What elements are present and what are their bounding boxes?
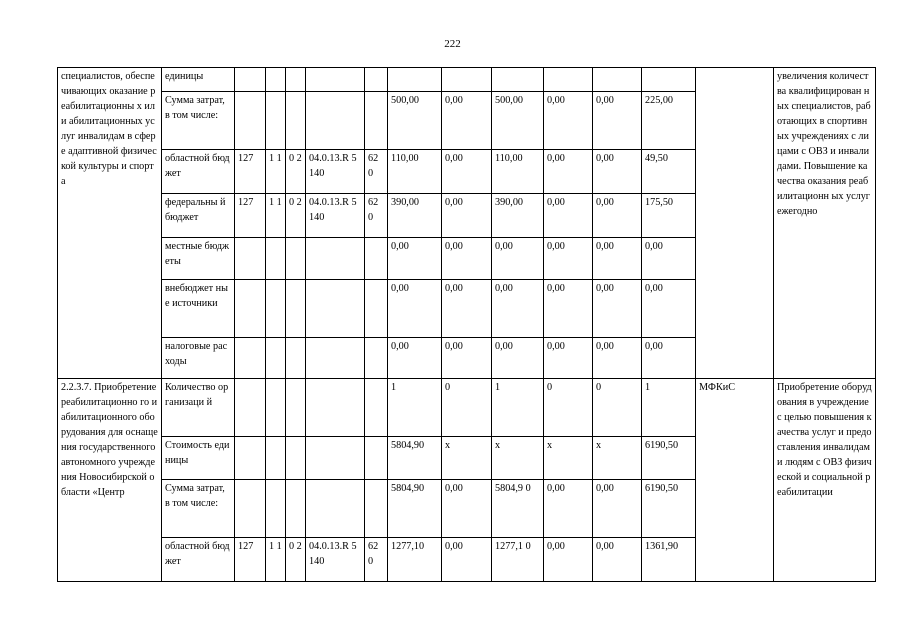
value-cell — [306, 480, 365, 538]
value-cell: 0,00 — [544, 480, 593, 538]
value-cell — [286, 379, 306, 437]
value-cell: 0,00 — [593, 194, 642, 238]
value-cell — [266, 379, 286, 437]
value-cell: 110,00 — [388, 150, 442, 194]
value-cell — [235, 379, 266, 437]
value-cell — [306, 437, 365, 480]
value-cell: 127 — [235, 538, 266, 582]
value-cell: 0,00 — [593, 280, 642, 338]
value-cell: 62 0 — [365, 194, 388, 238]
value-cell: 6190,50 — [642, 480, 696, 538]
value-cell: 1 1 — [266, 538, 286, 582]
value-cell — [642, 68, 696, 92]
value-cell — [492, 68, 544, 92]
value-cell: 0 — [442, 379, 492, 437]
value-cell: 0,00 — [544, 194, 593, 238]
indicator-name-cell: Стоимость единицы — [162, 437, 235, 480]
value-cell: 0,00 — [442, 280, 492, 338]
indicator-name-cell: Сумма затрат, в том числе: — [162, 92, 235, 150]
value-cell: 0 — [544, 379, 593, 437]
value-cell: 5804,90 — [388, 480, 442, 538]
value-cell: х — [442, 437, 492, 480]
value-cell — [286, 480, 306, 538]
value-cell: 0,00 — [442, 538, 492, 582]
value-cell: 0,00 — [544, 92, 593, 150]
value-cell — [442, 68, 492, 92]
value-cell: 5804,90 — [388, 437, 442, 480]
value-cell — [266, 338, 286, 379]
measure-description: 2.2.3.7. Приобретение реабилитационно го и абилитационного оборудования для оснащения государственного автономного учреждения Новосибирской области «Центр — [58, 379, 162, 582]
value-cell: 0,00 — [492, 338, 544, 379]
value-cell: 0,00 — [492, 280, 544, 338]
value-cell — [306, 68, 365, 92]
value-cell — [266, 437, 286, 480]
value-cell: 1 1 — [266, 194, 286, 238]
value-cell: 0,00 — [544, 538, 593, 582]
value-cell — [365, 480, 388, 538]
value-cell — [365, 68, 388, 92]
value-cell — [365, 338, 388, 379]
value-cell: 04.0.13.R 5140 — [306, 194, 365, 238]
value-cell: 127 — [235, 150, 266, 194]
value-cell: 0,00 — [593, 150, 642, 194]
value-cell: 0,00 — [642, 338, 696, 379]
value-cell: 390,00 — [492, 194, 544, 238]
value-cell: 04.0.13.R 5140 — [306, 150, 365, 194]
value-cell: х — [593, 437, 642, 480]
value-cell: 0 2 — [286, 194, 306, 238]
value-cell: 0 2 — [286, 538, 306, 582]
value-cell: 1361,90 — [642, 538, 696, 582]
indicator-name-cell: областной бюджет — [162, 538, 235, 582]
indicator-name-cell: внебюджет ные источники — [162, 280, 235, 338]
value-cell: 0,00 — [593, 338, 642, 379]
value-cell: 0,00 — [492, 238, 544, 280]
value-cell: 0,00 — [442, 92, 492, 150]
value-cell: 0,00 — [388, 280, 442, 338]
value-cell: 0 — [593, 379, 642, 437]
value-cell — [266, 92, 286, 150]
value-cell: 62 0 — [365, 150, 388, 194]
value-cell: 0,00 — [442, 150, 492, 194]
value-cell: 0,00 — [544, 150, 593, 194]
value-cell: 5804,9 0 — [492, 480, 544, 538]
value-cell — [306, 379, 365, 437]
indicator-name-cell: единицы — [162, 68, 235, 92]
table-body — [58, 68, 876, 582]
indicator-name-cell: местные бюджеты — [162, 238, 235, 280]
value-cell — [235, 338, 266, 379]
value-cell: 225,00 — [642, 92, 696, 150]
value-cell: 175,50 — [642, 194, 696, 238]
value-cell: х — [544, 437, 593, 480]
value-cell: 6190,50 — [642, 437, 696, 480]
value-cell: 1 1 — [266, 150, 286, 194]
value-cell: 1277,10 — [388, 538, 442, 582]
value-cell: 390,00 — [388, 194, 442, 238]
value-cell — [365, 238, 388, 280]
value-cell — [235, 280, 266, 338]
value-cell — [365, 280, 388, 338]
indicator-name-cell: Сумма затрат, в том числе: — [162, 480, 235, 538]
value-cell — [306, 92, 365, 150]
table-row — [58, 68, 876, 92]
page-number: 222 — [444, 38, 461, 50]
value-cell — [266, 68, 286, 92]
value-cell: 1277,1 0 — [492, 538, 544, 582]
value-cell — [286, 280, 306, 338]
value-cell — [365, 92, 388, 150]
value-cell: 500,00 — [388, 92, 442, 150]
value-cell — [235, 437, 266, 480]
value-cell: 0,00 — [388, 238, 442, 280]
measure-description: специалистов, обеспечивающих оказание реабилитационны х или абилитационных услуг инвалидам в сфере адаптивной физической культуры и спорта — [58, 68, 162, 379]
value-cell — [286, 437, 306, 480]
value-cell: 62 0 — [365, 538, 388, 582]
value-cell — [306, 238, 365, 280]
value-cell: 0,00 — [442, 480, 492, 538]
indicator-name-cell: Количество организаци й — [162, 379, 235, 437]
expected-result: Приобретение оборудования в учреждение с целью повышения качества услуг и предоставления инвалидам и людям с ОВЗ физической и социальной реабилитации — [774, 379, 876, 582]
value-cell: 49,50 — [642, 150, 696, 194]
value-cell: 0,00 — [544, 338, 593, 379]
value-cell: 0,00 — [442, 238, 492, 280]
indicator-name-cell: федеральны й бюджет — [162, 194, 235, 238]
value-cell — [365, 437, 388, 480]
value-cell — [286, 338, 306, 379]
indicator-name-cell: налоговые расходы — [162, 338, 235, 379]
value-cell: 1 — [642, 379, 696, 437]
executor-cell: МФКиС — [696, 379, 774, 582]
value-cell — [544, 68, 593, 92]
value-cell: 0,00 — [544, 238, 593, 280]
value-cell — [266, 280, 286, 338]
program-table — [57, 67, 876, 582]
value-cell — [306, 338, 365, 379]
value-cell: 1 — [492, 379, 544, 437]
value-cell: 0,00 — [442, 338, 492, 379]
value-cell: 0,00 — [544, 280, 593, 338]
value-cell — [388, 68, 442, 92]
value-cell: 0,00 — [593, 480, 642, 538]
value-cell: 500,00 — [492, 92, 544, 150]
value-cell: 04.0.13.R 5140 — [306, 538, 365, 582]
value-cell — [235, 68, 266, 92]
value-cell: 0,00 — [593, 92, 642, 150]
table-row — [58, 379, 876, 437]
value-cell: 0,00 — [593, 238, 642, 280]
value-cell — [266, 480, 286, 538]
value-cell: 0,00 — [642, 280, 696, 338]
value-cell — [235, 480, 266, 538]
value-cell — [593, 68, 642, 92]
value-cell — [235, 92, 266, 150]
expected-result: увеличения количества квалифицирован ных специалистов, работающих в спортивных учреждениях с лицами с ОВЗ и инвалидами. Повышение качества оказания реабилитационн ых услуг ежегодно — [774, 68, 876, 379]
value-cell: 0,00 — [442, 194, 492, 238]
value-cell — [365, 379, 388, 437]
executor-cell — [696, 68, 774, 379]
value-cell: 127 — [235, 194, 266, 238]
value-cell: х — [492, 437, 544, 480]
value-cell: 1 — [388, 379, 442, 437]
value-cell — [286, 238, 306, 280]
value-cell: 110,00 — [492, 150, 544, 194]
indicator-name-cell: областной бюджет — [162, 150, 235, 194]
value-cell: 0,00 — [593, 538, 642, 582]
value-cell — [306, 280, 365, 338]
value-cell — [235, 238, 266, 280]
value-cell: 0,00 — [388, 338, 442, 379]
value-cell — [266, 238, 286, 280]
value-cell: 0,00 — [642, 238, 696, 280]
value-cell: 0 2 — [286, 150, 306, 194]
value-cell — [286, 92, 306, 150]
value-cell — [286, 68, 306, 92]
